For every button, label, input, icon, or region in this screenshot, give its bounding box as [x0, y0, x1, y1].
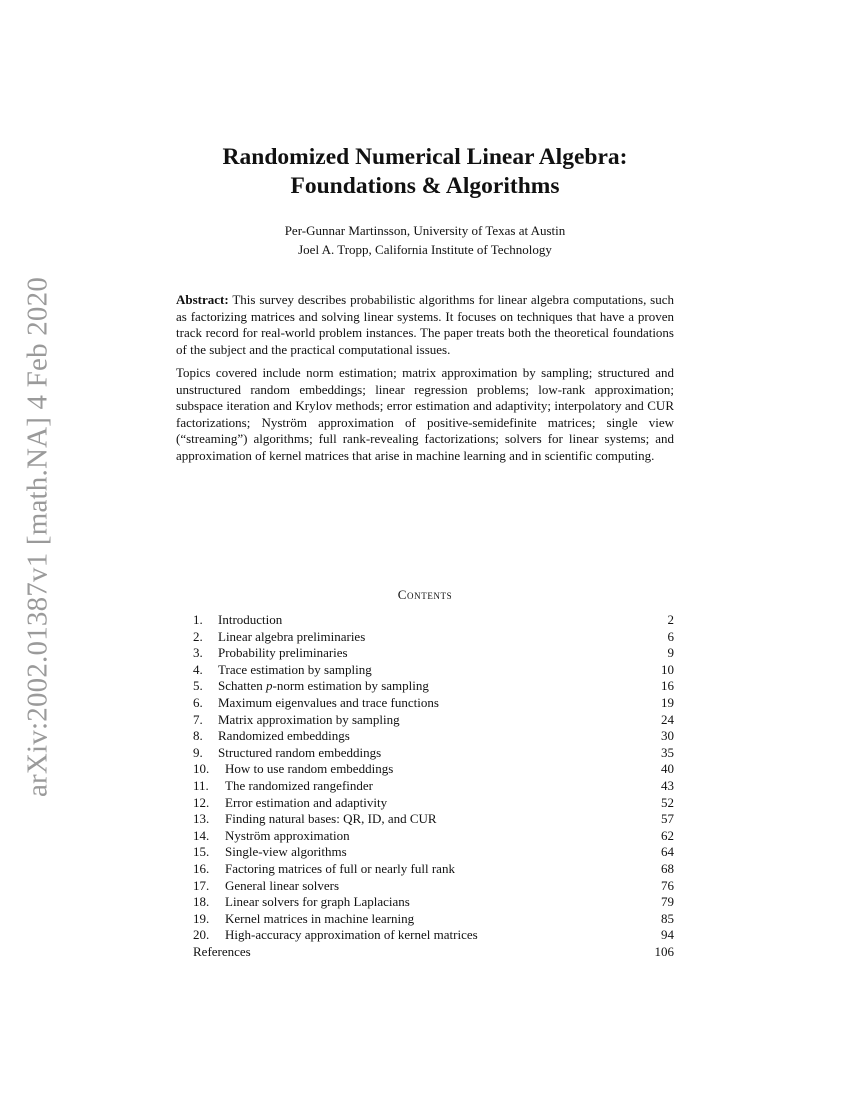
toc-entry-title: High-accuracy approximation of kernel matrices — [225, 927, 478, 943]
toc-entry[interactable] — [193, 728, 674, 745]
toc-entry[interactable] — [193, 712, 674, 729]
toc-entry-number: 13. — [193, 811, 210, 827]
toc-references[interactable] — [193, 944, 674, 961]
toc-entry[interactable] — [193, 878, 674, 895]
toc-entry-title: Kernel matrices in machine learning — [225, 910, 415, 926]
title-line-1: Randomized Numerical Linear Algebra: — [222, 144, 628, 170]
toc-entry[interactable] — [193, 612, 674, 629]
toc-entry[interactable] — [193, 745, 674, 762]
toc-entry-title: Linear solvers for graph Laplacians — [225, 894, 410, 910]
toc-entry-number: 14. — [193, 827, 210, 843]
toc-entry-page: 9 — [667, 645, 674, 661]
toc-entry[interactable] — [193, 927, 674, 944]
toc-entry-title: Factoring matrices of full or nearly full rank — [225, 860, 455, 876]
toc-entry-page: 35 — [661, 744, 674, 760]
toc-entry-number: 20. — [193, 927, 210, 943]
toc-entry-number: 6. — [193, 694, 203, 710]
abstract-text-1: This survey describes probabilistic algorithms for linear algebra computations, such as factorizing matrices and solving linear systems. It focuses on techniques that have a proven track record for real-world problem instances. The paper treats both the theoretical foundations of the subject and the practical computational issues. — [176, 292, 675, 357]
toc-entry-page: 30 — [661, 728, 674, 744]
toc-entry-page: 43 — [661, 777, 674, 793]
toc-entry[interactable] — [193, 795, 674, 812]
toc-title-part: Schatten — [218, 678, 267, 694]
toc-entry-page: 79 — [661, 894, 674, 910]
author-1: Per-Gunnar Martinsson, University of Texas at Austin — [284, 223, 566, 238]
toc-entry-page: 94 — [661, 927, 674, 943]
toc-entry-number: 15. — [193, 844, 210, 860]
abstract — [176, 292, 674, 471]
abstract-paragraph-1 — [176, 292, 674, 358]
toc-entry-title: Finding natural bases: QR, ID, and CUR — [225, 811, 437, 827]
toc-entry-title: Nyström approximation — [225, 827, 350, 843]
toc-entry-page: 40 — [661, 761, 674, 777]
toc-entry-title — [218, 678, 429, 695]
toc-entry[interactable] — [193, 861, 674, 878]
toc-entry-page: 10 — [661, 661, 674, 677]
toc-entry-title: Single-view algorithms — [225, 844, 347, 860]
toc-entry-number: 11. — [193, 777, 209, 793]
table-of-contents — [193, 612, 674, 960]
toc-entry[interactable] — [193, 828, 674, 845]
toc-entry-title: Linear algebra preliminaries — [218, 628, 366, 644]
toc-entry-page: 19 — [661, 694, 674, 710]
toc-references-page: 106 — [654, 943, 674, 959]
toc-entry-title: How to use random embeddings — [225, 761, 394, 777]
toc-entry-number: 8. — [193, 728, 203, 744]
toc-entry-title: Error estimation and adaptivity — [225, 794, 388, 810]
toc-entry-page: 2 — [667, 612, 674, 627]
toc-entry-title: Introduction — [218, 612, 283, 627]
toc-entry-page: 76 — [661, 877, 674, 893]
toc-entry[interactable] — [193, 662, 674, 679]
toc-entry-number: 12. — [193, 794, 210, 810]
toc-entry-title: General linear solvers — [225, 877, 340, 893]
toc-entry-title: Randomized embeddings — [218, 728, 350, 744]
toc-entry-title: Maximum eigenvalues and trace functions — [218, 694, 439, 710]
toc-entry-number: 9. — [193, 744, 203, 760]
toc-entry-title: Probability preliminaries — [218, 645, 348, 661]
author-list — [175, 221, 675, 259]
toc-entry[interactable] — [193, 761, 674, 778]
toc-entry-number: 7. — [193, 711, 203, 727]
toc-entry[interactable] — [193, 811, 674, 828]
toc-entry[interactable] — [193, 911, 674, 928]
abstract-paragraph-2: Topics covered include norm estimation; matrix approximation by sampling; structured and unstructured random embeddings; linear regression problems; low-rank approximation; subspace iteration and Krylov methods; error estimation and adaptivity; interpolatory and CUR factorizations; Nyström approximation of positive-semidefinite matrices; single view (“streaming”) algorithms; full rank-revealing factorizations; solvers for linear systems; and approximation of kernel matrices that arise in machine learning and in scientific computing. — [176, 365, 674, 463]
author-2: Joel A. Tropp, California Institute of Technology — [298, 242, 552, 257]
toc-entry-page: 57 — [661, 811, 674, 827]
toc-entry-title: Trace estimation by sampling — [218, 661, 372, 677]
title-line-2: Foundations & Algorithms — [290, 173, 560, 199]
contents-heading: Contents — [397, 587, 453, 602]
toc-entry-page: 68 — [661, 860, 674, 876]
toc-entry-title: The randomized rangefinder — [225, 777, 373, 793]
toc-entry-page: 62 — [661, 827, 674, 843]
toc-entry-page: 64 — [661, 844, 674, 860]
toc-entry-page: 85 — [661, 910, 674, 926]
toc-title-italic-p: p — [266, 678, 273, 694]
toc-entry[interactable] — [193, 629, 674, 646]
toc-entry[interactable] — [193, 678, 674, 695]
arxiv-identifier: arXiv:2002.01387v1 [math.NA] 4 Feb 2020 — [21, 276, 54, 798]
toc-entry[interactable] — [193, 844, 674, 861]
toc-references-title: References — [193, 943, 251, 959]
toc-entry-number: 10. — [193, 761, 210, 777]
toc-entry-page: 52 — [661, 794, 674, 810]
toc-entry-number: 18. — [193, 894, 210, 910]
paper-title — [175, 143, 675, 201]
toc-entry-number: 1. — [193, 612, 203, 627]
toc-entry-number: 3. — [193, 645, 203, 661]
abstract-label: Abstract: — [176, 292, 229, 307]
toc-entry-page: 24 — [661, 711, 674, 727]
toc-entry-number: 16. — [193, 860, 210, 876]
toc-entry[interactable] — [193, 695, 674, 712]
toc-entry-page: 6 — [667, 628, 674, 644]
toc-entry-number: 5. — [193, 678, 203, 694]
toc-entry[interactable] — [193, 778, 674, 795]
toc-entry-number: 19. — [193, 910, 210, 926]
toc-title-part: -norm estimation by sampling — [272, 678, 429, 694]
toc-entry-title: Structured random embeddings — [218, 744, 382, 760]
toc-entry-number: 2. — [193, 628, 203, 644]
toc-entry-title: Matrix approximation by sampling — [218, 711, 400, 727]
toc-entry-page: 16 — [661, 678, 674, 694]
toc-entry-number: 17. — [193, 877, 210, 893]
toc-entry[interactable] — [193, 645, 674, 662]
toc-entry[interactable] — [193, 894, 674, 911]
toc-entry-number: 4. — [193, 661, 203, 677]
